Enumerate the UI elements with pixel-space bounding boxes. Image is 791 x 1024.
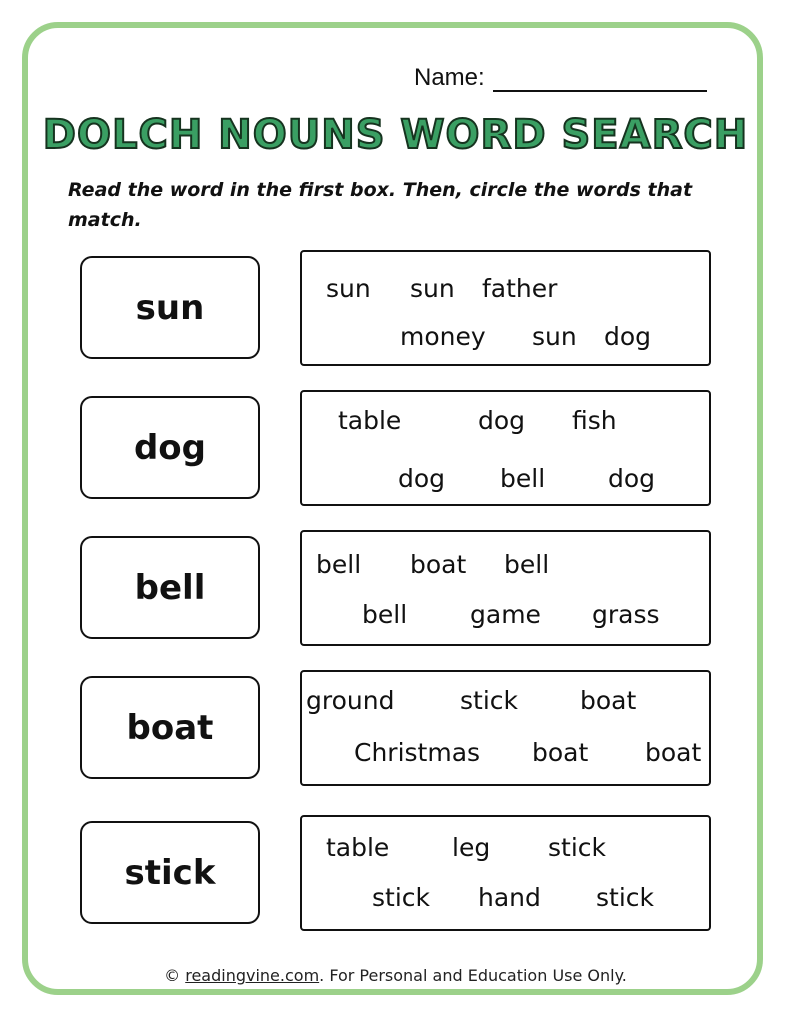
choice-word[interactable]: dog (398, 464, 446, 493)
choice-word[interactable]: table (326, 833, 390, 862)
choice-word[interactable]: ground (306, 686, 395, 715)
choice-box (300, 670, 711, 786)
choice-box (300, 530, 711, 646)
choice-word[interactable]: sun (532, 322, 577, 351)
choice-word[interactable]: table (338, 406, 402, 435)
target-word: dog (133, 427, 207, 468)
target-word-box (80, 396, 260, 499)
copyright-symbol: © (164, 966, 181, 985)
target-word-box (80, 536, 260, 639)
name-blank-line[interactable] (493, 64, 707, 92)
site-link[interactable]: readingvine.com (185, 966, 320, 985)
target-word-box (80, 676, 260, 779)
choice-word[interactable]: bell (316, 550, 362, 579)
worksheet-title: DOLCH NOUNS WORD SEARCH (42, 112, 749, 158)
choice-word[interactable]: dog (478, 406, 526, 435)
choice-box (300, 390, 711, 506)
footer-text: . For Personal and Education Use Only. (319, 966, 627, 985)
choice-word[interactable]: stick (460, 686, 518, 715)
choice-word[interactable]: hand (478, 883, 541, 912)
choice-word[interactable]: dog (608, 464, 656, 493)
choice-word[interactable]: leg (452, 833, 491, 862)
target-word-box (80, 821, 260, 924)
choice-word[interactable]: fish (572, 406, 617, 435)
choice-word[interactable]: bell (504, 550, 550, 579)
choice-word[interactable]: stick (596, 883, 654, 912)
choice-word[interactable]: sun (326, 274, 371, 303)
choice-word[interactable]: stick (548, 833, 606, 862)
target-word-box (80, 256, 260, 359)
instructions: Read the word in the first box. Then, circle the words that match. (68, 179, 693, 231)
choice-word[interactable]: boat (410, 550, 467, 579)
target-word: sun (135, 287, 205, 328)
choice-word[interactable]: boat (532, 738, 589, 767)
name-field (414, 64, 707, 92)
target-word: bell (134, 567, 206, 608)
choice-word[interactable]: grass (592, 600, 660, 629)
footer (0, 966, 791, 985)
choice-word[interactable]: sun (410, 274, 455, 303)
choice-word[interactable]: stick (372, 883, 430, 912)
choice-box (300, 815, 711, 931)
name-label: Name: (414, 64, 485, 91)
choice-word[interactable]: bell (362, 600, 408, 629)
choice-word[interactable]: Christmas (354, 738, 481, 767)
choice-word[interactable]: dog (604, 322, 652, 351)
choice-word[interactable]: game (470, 600, 541, 629)
choice-word[interactable]: father (482, 274, 558, 303)
choice-word[interactable]: boat (580, 686, 637, 715)
target-word: stick (124, 852, 216, 893)
choice-word[interactable]: bell (500, 464, 546, 493)
choice-box (300, 250, 711, 366)
choice-word[interactable]: boat (645, 738, 702, 767)
choice-word[interactable]: money (400, 322, 486, 351)
target-word: boat (126, 707, 214, 748)
